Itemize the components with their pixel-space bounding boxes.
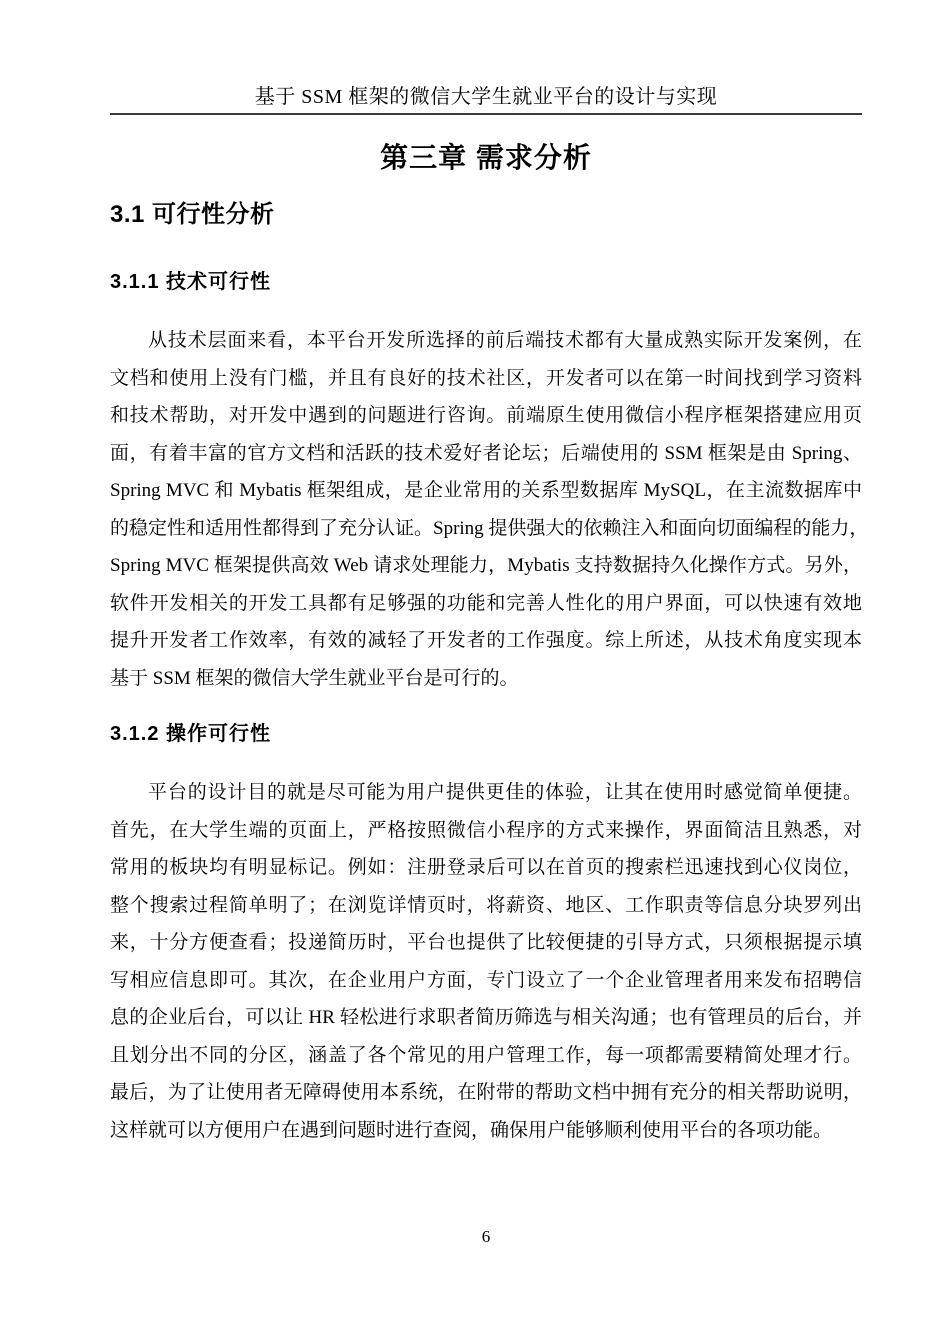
paragraph-line: 提升开发者工作效率，有效的减轻了开发者的工作强度。综上所述，从技术角度实现本 [110, 630, 862, 651]
paragraph-line: 息的企业后台，可以让 HR 轻松进行求职者简历筛选与相关沟通；也有管理员的后台，并 [110, 1007, 862, 1028]
paragraph-line: 最后，为了让使用者无障碍使用本系统，在附带的帮助文档中拥有充分的相关帮助说明， [110, 1082, 862, 1103]
paragraph-line: Spring MVC 和 Mybatis 框架组成，是企业常用的关系型数据库 MySQL，在主流数据库中 [110, 480, 862, 501]
paragraph-line: 常用的板块均有明显标记。例如：注册登录后可以在首页的搜索栏迅速找到心仪岗位， [110, 857, 862, 878]
running-header-title: 基于 SSM 框架的微信大学生就业平台的设计与实现 [110, 84, 862, 115]
paragraph-line: 的稳定性和适用性都得到了充分认证。Spring 提供强大的依赖注入和面向切面编程的能力， [110, 517, 869, 539]
paragraph-line: 从技术层面来看，本平台开发所选择的前后端技术都有大量成熟实际开发案例，在 [148, 330, 862, 351]
paragraph-line: 面，有着丰富的官方文档和活跃的技术爱好者论坛；后端使用的 SSM 框架是由 Spring、 [110, 442, 862, 464]
paragraph-operational-feasibility [110, 774, 862, 1149]
paragraph-line: Spring MVC 框架提供高效 Web 请求处理能力，Mybatis 支持数据持久化操作方式。另外， [110, 555, 862, 576]
paragraph-line: 和技术帮助，对开发中遇到的问题进行咨询。前端原生使用微信小程序框架搭建应用页 [110, 405, 862, 426]
paragraph-line: 整个搜索过程简单明了；在浏览详情页时，将薪资、地区、工作职责等信息分块罗列出 [110, 894, 862, 916]
page-number: 6 [481, 1227, 491, 1246]
subsection-heading-3-1-2: 3.1.2 操作可行性 [110, 723, 272, 745]
paragraph-line: 写相应信息即可。其次，在企业用户方面，专门设立了一个企业管理者用来发布招聘信 [110, 969, 862, 991]
paragraph-line: 基于 SSM 框架的微信大学生就业平台是可行的。 [110, 667, 519, 689]
paragraph-line: 来，十分方便查看；投递简历时，平台也提供了比较便捷的引导方式，只须根据提示填 [110, 932, 862, 953]
section-heading-3-1: 3.1 可行性分析 [110, 201, 275, 228]
subsection-heading-3-1-1: 3.1.1 技术可行性 [110, 271, 272, 293]
paragraph-line: 文档和使用上没有门槛，并且有良好的技术社区，开发者可以在第一时间找到学习资料 [110, 367, 862, 389]
paragraph-line: 平台的设计目的就是尽可能为用户提供更佳的体验，让其在使用时感觉简单便捷。 [148, 782, 862, 803]
paragraph-line: 软件开发相关的开发工具都有足够强的功能和完善人性化的用户界面，可以快速有效地 [110, 592, 862, 614]
chapter-title: 第三章 需求分析 [380, 142, 592, 173]
paragraph-line: 首先，在大学生端的页面上，严格按照微信小程序的方式来操作，界面简洁且熟悉，对 [110, 819, 862, 841]
paragraph-line: 这样就可以方便用户在遇到问题时进行查阅，确保用户能够顺利使用平台的各项功能。 [110, 1119, 833, 1141]
paragraph-technical-feasibility [110, 322, 869, 697]
paragraph-line: 且划分出不同的分区，涵盖了各个常见的用户管理工作，每一项都需要精简处理才行。 [110, 1044, 862, 1066]
